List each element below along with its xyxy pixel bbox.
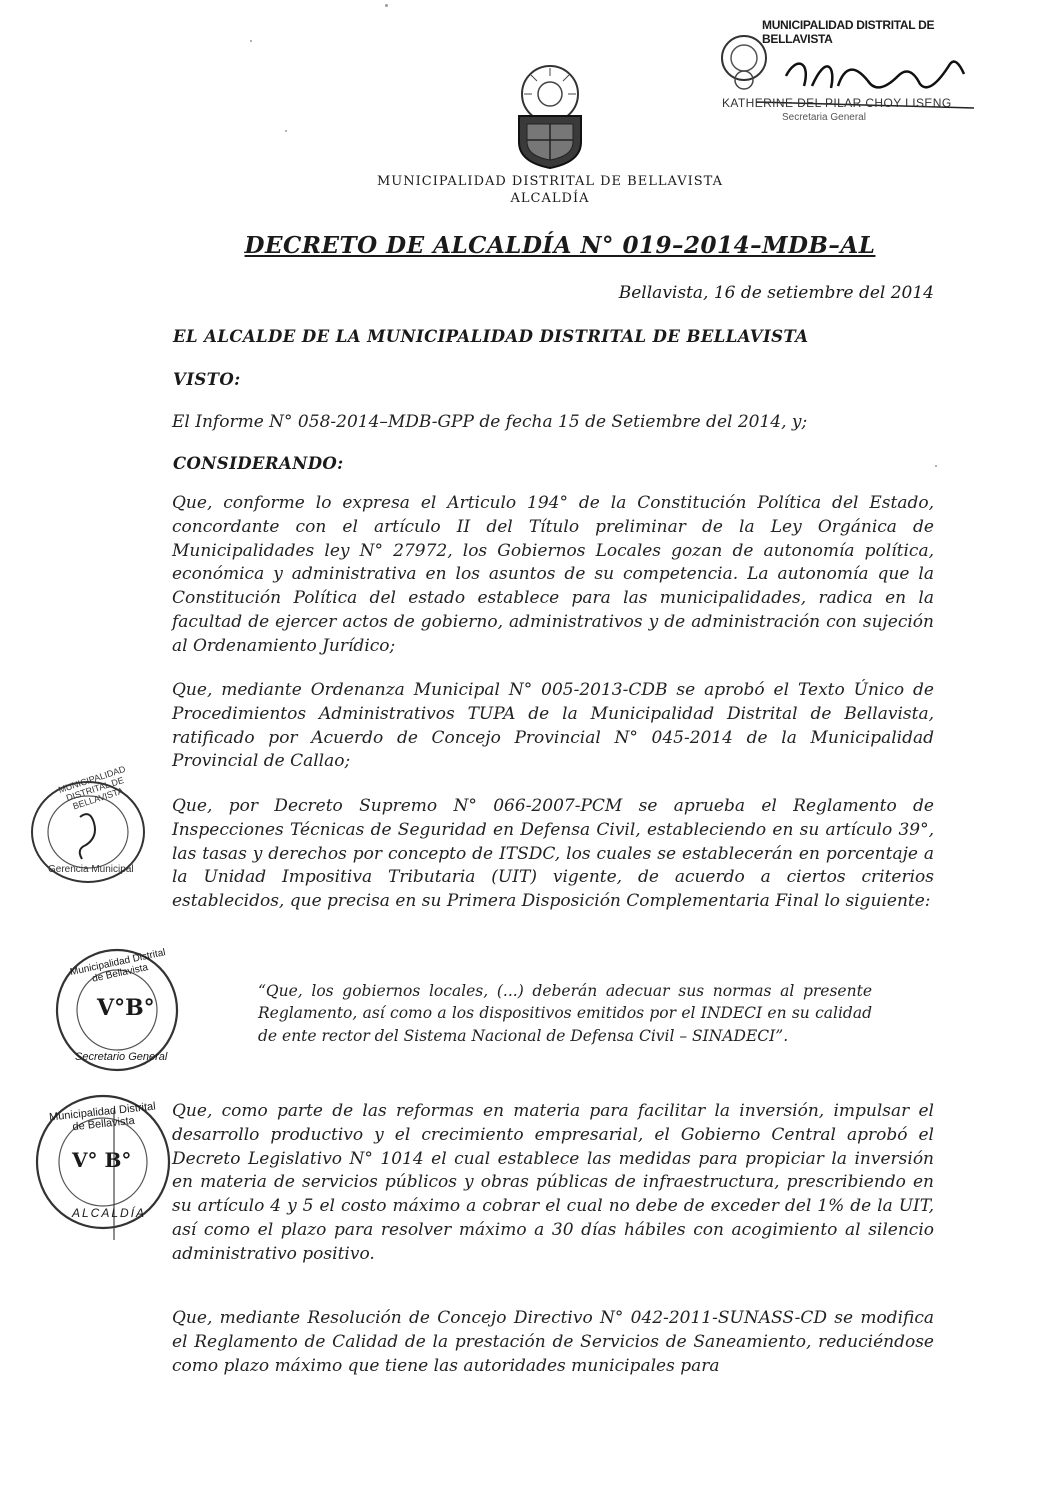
considerando-paragraph: Que, mediante Resolución de Concejo Directivo N° 042-2011-SUNASS-CD se modifica el Reglamento de Calidad de la prestación de Servicios de Saneamiento, reduciéndose como plazo máximo que tiene las autoridades municipales para (172, 1308, 934, 1376)
approval-mark: V°B° (97, 995, 155, 1021)
gerencia-seal-stamp (20, 763, 165, 902)
visto-heading: VISTO: (173, 370, 241, 389)
considerando-paragraph: Que, conforme lo expresa el Articulo 194° de la Constitución Política del Estado, concordante con el artículo II del Título preliminar de la Ley Orgánica de Municipalidades ley N° 27972, los Gobiernos Locales gozan de autonomía política, económica y administrativa en los asuntos de su competencia. La autonomía que la Constitución Política del estado establece para las municipalidades, radica en la facultad de ejercer actos de gobierno, administrativos y de administración con sujeción al Ordenamiento Jurídico; (172, 493, 934, 656)
decree-date: Bellavista, 16 de setiembre del 2014 (618, 283, 934, 303)
seal-subtext: Secretario General (75, 1051, 168, 1063)
scan-speck (935, 465, 937, 467)
signature-org: MUNICIPALIDAD DISTRITAL DE BELLAVISTA (762, 18, 935, 46)
decree-issuer: EL ALCALDE DE LA MUNICIPALIDAD DISTRITAL DE BELLAVISTA (173, 327, 809, 346)
seal-text: Municipalidad Distrital de Bellavista (69, 947, 167, 985)
decree-title: DECRETO DE ALCALDÍA N° 019–2014–MDB–AL (244, 232, 876, 259)
considerando-paragraph: Que, como parte de las reformas en materia para facilitar la inversión, impulsar el desarrollo productivo y el crecimiento empresarial, el Gobierno Central aprobó el Decreto Legislativo N° 1014 el cual establece las medidas para propiciar la inversión en materia de servicios públicos y obras públicas de infraestructura, prescribiendo en su artículo 4 y 5 el costo máximo a cobrar el cual no debe de exceder del 1% de la UIT, así como el plazo para resolver máximo a 30 días hábiles con acogimiento al silencio administrativo positivo. (172, 1101, 934, 1264)
signature-name: KATHERINE DEL PILAR CHOY LISENG (722, 96, 952, 110)
considerando-paragraph: Que, mediante Ordenanza Municipal N° 005-2013-CDB se aprobó el Texto Único de Procedimientos Administrativos TUPA de la Municipalidad Distrital de Bellavista, ratificado por Acuerdo de Concejo Provincial N° 045-2014 de la Municipalidad Provincial de Callao; (172, 680, 934, 772)
considerando-paragraph: Que, por Decreto Supremo N° 066-2007-PCM se aprueba el Reglamento de Inspecciones Técnicas de Seguridad en Defensa Civil, estableciendo en su artículo 39°, las tasas y derechos por concepto de ITSDC, los cuales se establecerán en porcentaje a la Unidad Impositiva Tributaria (UIT) vigente, de acuerdo a ciertos criterios establecidos, que precisa en su Primera Disposición Complementaria Final lo siguiente: (172, 796, 934, 912)
seal-subtext: Gerencia Municipal (48, 864, 134, 875)
seal-text: MUNICIPALIDAD DISTRITAL DE BELLAVISTA (57, 763, 127, 812)
visto-text: El Informe N° 058-2014–MDB-GPP de fecha 15 de Setiembre del 2014, y; (172, 412, 808, 432)
scan-speck (285, 130, 287, 132)
coat-of-arms-icon (505, 62, 595, 172)
header-org-name: MUNICIPALIDAD DISTRITAL DE BELLAVISTA (377, 174, 723, 189)
seal-text: Municipalidad Distrital de Bellavista (48, 1100, 157, 1134)
mayor-seal-stamp (28, 1090, 178, 1240)
scan-speck (250, 40, 252, 42)
secretary-seal-stamp (45, 945, 195, 1075)
approval-mark: V° B° (72, 1148, 132, 1172)
signature-role: Secretaria General (782, 112, 866, 123)
header-office: ALCALDÍA (510, 191, 590, 206)
scan-speck (385, 4, 388, 7)
seal-subtext: ALCALDÍA (72, 1206, 147, 1220)
signature-stamp (716, 16, 980, 132)
quoted-regulation: “Que, los gobiernos locales, (...) deberán adecuar sus normas al presente Reglamento, así como a los dispositivos emitidos por el INDECI en su calidad de ente rector del Sistema Nacional de Defensa Civil – SINADECI”. (258, 982, 872, 1045)
considerando-heading: CONSIDERANDO: (173, 454, 344, 473)
